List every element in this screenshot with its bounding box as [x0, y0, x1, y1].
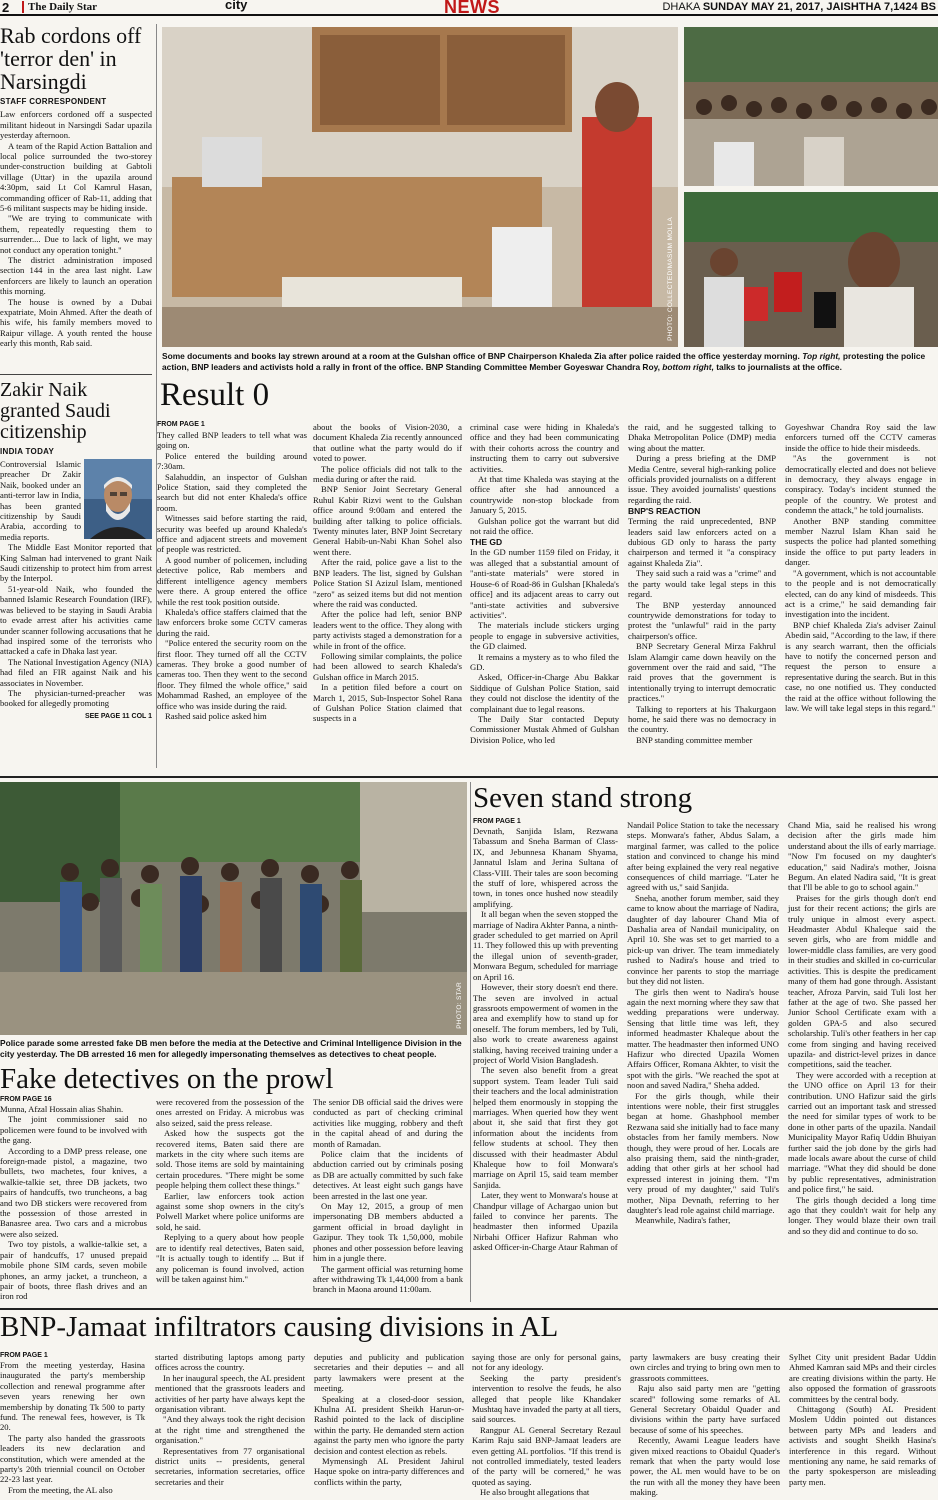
result-para: Witnesses said before starting the raid, security was beefed up around Khaleda's office and adjacent streets and movement of people was restricted. [157, 513, 307, 555]
caption-top-right: Top right, [802, 351, 841, 361]
fake-db-photo-caption: Police parade some arrested fake DB men before the media at the Detective and Criminal Intelligence Division in the city yesterday. The DB arrested 16 men for allegedly impersonating themselves as detectives to cheat people. [0, 1038, 462, 1059]
bnp-para: party lawmakers are busy creating their own circles and trying to bring own men to grassroots committees. [630, 1352, 780, 1383]
caption-part: Some documents and books lay strewn around at a room at the Gulshan office of BNP Chairperson Khaleda Zia after police raided the office yesterday morning. [162, 351, 800, 361]
office-photo-image [162, 27, 678, 347]
result-para: They said such a raid was a "crime" and the party would take legal steps in this regard. [628, 568, 776, 600]
seven-para: The seven also benefit from a great support system. Team leader Tuli said their teachers and the local administration helped them enormously in stopping the marriages. When queried how they went about it, she said that first they got information about the incidents from fellow students at school. They then discussed with their headmaster Abdul Khaleque how to foil Monwara's marriage on April 15, said team member Sanjida. [473, 1065, 618, 1190]
seven-para: Devnath, Sanjida Islam, Rezwana Tabassum and Sneha Barman of Class-IX, and Jebunnesa Khanam Shyama, Jannatul Islam and Jerina Sultana of Class-VIII. Their tales are soon becoming the stuff of lore, whispered across the town, in tones once hushed now steadily amplifying. [473, 826, 618, 909]
result-col-5 [785, 422, 936, 768]
fake-col-3 [313, 1097, 463, 1302]
rab-byline: STAFF CORRESPONDENT [0, 97, 107, 107]
zakir-para: The National Investigation Agency (NIA) had filed an FIR against Naik and his associates in November. [0, 656, 152, 688]
result-para: Khaleda's office staffers claimed that the law enforcers broke some CCTV cameras during the raid. [157, 606, 307, 638]
rally-photo-image [684, 27, 938, 186]
result-para: After the police had left, senior BNP leaders went to the office. They along with party activists staged a demonstration for a while in front of the office. [313, 609, 462, 651]
bnp-para: started distributing laptops among party offices across the country. [155, 1352, 305, 1373]
masthead: The Daily Star [22, 1, 97, 13]
result-para: "As the government is not democratically elected and does not believe in democracy, they always engage in conspiracy. Today's incident stunned the people of the country. We protest and condemn the attack," he told journalists. [785, 453, 936, 516]
fake-para: Asked how the suspects got the recovered items, Baten said there are markets in the city where such items are sold. Those items are sold by maintaining certain procedures. "There might be some people helping them collect these things." [156, 1128, 304, 1191]
seven-col-1 [473, 826, 618, 1302]
rab-headline[interactable]: Rab cordons off 'terror den' in Narsingdi [0, 23, 142, 95]
fake-para: On May 12, 2015, a group of men impersonating DB members abducted a garment official in broad daylight in Gazipur. They took Tk 1,50,000, mobile phones and other possession before leaving him in a jungle there. [313, 1201, 463, 1264]
seven-para: However, their story doesn't end there. The seven are involved in actual grassroots empowerment of women in the area and exemplify how to stand up for oneself. The forum members, led by Tuli, also work to create awareness against stalking, having received training under a project of World Vision Bangladesh. [473, 982, 618, 1065]
seven-para: It all began when the seven stopped the marriage of Nadira Akhter Panna, a ninth-grader scheduled to get married on April 11. They followed this up with preventing the illegal union of seventh-grader, Monwara Begum, scheduled for marriage on April 16. [473, 909, 618, 982]
rab-para: Law enforcers cordoned off a suspected militant hideout in Narsingdi Sadar upazila yesterday afternoon. [0, 109, 152, 141]
section-divider [0, 776, 938, 778]
office-photo [162, 27, 678, 347]
rab-para: The district administration imposed section 144 in the area last night. Law enforcers are likely to launch an operation this morning. [0, 254, 152, 297]
bnp-col-5 [630, 1352, 780, 1500]
result-para: The materials include stickers urging people to engage in subversive activities, the GD claimed. [470, 620, 619, 652]
result-para: It remains a mystery as to who filed the GD. [470, 651, 619, 672]
result-para: BNP chief Khaleda Zia's adviser Zainul Abedin said, "According to the law, if there is any search warrant, then the officials have to notify the concerned person and request the person to ensure a representative during the search. But in this case, no one notified us. They conducted the raid at the office without following the law. We will take legal steps in this regard." [785, 619, 936, 713]
fake-para: The senior DB official said the drives were conducted as part of checking criminal activities like mugging, robbery and theft in the capital ahead of and during the month of Ramadan. [313, 1097, 463, 1149]
result-para: The BNP yesterday announced countrywide demonstrations for today to protest the "unlawful" raid in the party chairperson's office. [628, 599, 776, 641]
bnp-para: Recently, Awami League leaders have given mixed reactions to Obaidul Quader's remark that when the party would lose power, the AL men would have to be on the run with all the money they have been making. [630, 1435, 780, 1498]
bnp-col-4 [472, 1352, 621, 1500]
result-para: Following similar complaints, the police had been allowed to search Khaleda's Gulshan office in March 2015. [313, 650, 462, 682]
dateline-date: SUNDAY MAY 21, 2017, JAISHTHA 7,1424 BS [702, 1, 936, 13]
result-para: BNP standing committee member [636, 734, 753, 745]
seven-col-3 [788, 820, 936, 1302]
zakir-para: The physician-turned-preacher was booked for allegedly promoting [0, 687, 152, 709]
result-para: the raid, and he suggested talking to Dhaka Metropolitan Police (DMP) media wing about the matter. [628, 422, 776, 453]
seven-col-2 [627, 820, 779, 1302]
fake-col-1 [0, 1104, 147, 1302]
zakir-para: 51-year-old Naik, who founded the banned Islamic Research Foundation (IRF), was believed to be staying in Saudi Arabia to evade arrest after his activities came under scanner following accusations that he had inspired some of the terrorists who attacked a cafe in Dhaka last year. [0, 583, 152, 657]
result-para: They called BNP leaders to tell what was going on. [157, 430, 307, 451]
fake-para: Munna, Afzal Hossain alias Shahin. [0, 1104, 124, 1114]
zakir-headline[interactable]: Zakir Naik granted Saudi citizenship [0, 379, 111, 443]
bnp-para: deputies and publicity and publication secretaries and their deputies -- and all party lawmakers were present at the meeting. [314, 1352, 464, 1394]
bnp-para: Speaking at a closed-door session, Khulna AL president Sheikh Harun-or-Rashid pointed to the lack of discipline within the party. He demanded stern action against the party men who ignore the party decision and contest election as rebels. [314, 1393, 464, 1456]
result-para: Rashed said police asked him [165, 710, 267, 721]
result-para: criminal case were hiding in Khaleda's office and they had been communicating with their cohorts across the country and instructing them to carry out subversive activities. [470, 422, 619, 474]
result-from-page: FROM PAGE 1 [157, 421, 205, 428]
caption-bottom-right: bottom right, [662, 361, 714, 372]
bnp-para: saying those are only for personal gains, not for any ideology. [472, 1352, 621, 1373]
bnp-para: From the meeting, the AL also [8, 1484, 113, 1495]
rab-para: "We are trying to communicate with them, repeatedly requesting them to surrender.... Due to lack of light, we may not conduct any operation tonight." [0, 213, 152, 255]
result-col-1 [157, 430, 307, 768]
bnp-para: Mymensingh AL President Jahirul Haque spoke on intra-party differences and conflicts within the party, [314, 1456, 464, 1487]
result-col-3 [470, 422, 619, 768]
bnp-para: From the meeting yesterday, Hasina inaugurated the party's membership collection and renewal programme after seven years renewing her own membership by donating Tk 500 to party fund. The renewal fees, however, is Tk 20. [0, 1360, 145, 1433]
seven-para: Praises for the girls though don't end just for their recent actions; the girls are truly unique in almost every aspect. Headmaster Abdul Khaleque said the seven girls, who are from middle and lower-middle class families, are very good in their studies and skilled in co-curricular activities. This is despite the predicament many of them had gone through. Assistant teacher, Afroza Parvin, said Tuli lost her father at the age of two. She passed her Junior School Certificate exam with a golden GPA-5 and also secured scholarship. Tuli's other feathers in her cap come from singing and having received upazila- and district-level prizes in dance competitions, said the teacher. [788, 892, 936, 1070]
bnp-para: Seeking the party president's intervention to resolve the feuds, he also alleged that people like Khandaker Mushtaq have invaded the party at all tiers, said sources. [472, 1372, 621, 1425]
result-para: "Police entered the security room on the first floor. They turned off all the CCTV cameras. They broke a good number of cameras too. Then they went to the second floor. They filmed the whole office," said Mohammad Rashed, an employee of the office who was inside during the raid. [157, 638, 307, 711]
result-headline[interactable]: Result 0 [160, 377, 270, 413]
fake-db-photo-image [0, 782, 467, 1035]
fake-para: The joint commissioner said no policemen were found to be involved with the gang. [0, 1114, 147, 1146]
fake-para: were recovered from the possession of the ones arrested on Friday. A microbus was also seized, said the press release. [156, 1097, 304, 1128]
bnp-col-3 [314, 1352, 464, 1500]
result-para: BNP Secretary General Mirza Fakhrul Islam Alamgir came down heavily on the government over the raid and said, "The raid proves that the government is intentionally trying to interrupt democratic practices." [628, 641, 776, 704]
bnp-para: In her inaugural speech, the AL president mentioned that the grassroots leaders and activities of her party have always kept the organisation vibrant. [155, 1372, 305, 1415]
result-para: A good number of policemen, including detective police, Rab members and different intelligence agency members were there. A group entered the office while the rest took position outside. [157, 554, 307, 607]
bnp-from-page: FROM PAGE 1 [0, 1352, 48, 1359]
bnp-col-2 [155, 1352, 305, 1500]
caption-part: protesting the police action, BNP leaders and activists hold a rally in front of the office. BNP Standing Committee Member Goyeswar Chandra Roy, [162, 351, 926, 372]
result-col-2 [313, 422, 462, 768]
seven-para: Meanwhile, Nadira's father, [635, 1215, 731, 1226]
fake-col-2 [156, 1097, 304, 1302]
bnp-para: Representatives from 77 organisational district units -- presidents, general secretaries, information secretaries, office secretaries and their [155, 1445, 305, 1487]
page-number: 2 [2, 0, 10, 15]
seven-para: For the girls though, while their intentions were noble, their first struggles began at home. Ghashphool member Rezwana said she initially had to face many obstacles from her family members. Now though, they were proud of her. Locals are also praising them, said the ninth-grader, adding that other girls at her school had expressed interest in joining them. "I'm very proud of my daughter," said Tuli's mother, Nipa Devnath, referring to her daughter's lead role against child marriage. [627, 1090, 779, 1216]
zakir-continued[interactable]: SEE PAGE 11 COL 1 [84, 713, 152, 720]
zakir-portrait [84, 459, 152, 539]
fake-db-photo [0, 782, 467, 1035]
result-para: Goyeshwar Chandra Roy said the law enforcers turned off the CCTV cameras inside the office to hide their misdeeds. [785, 422, 936, 453]
result-para: BNP Senior Joint Secretary General Ruhul Kabir Rizvi went to the Gulshan office around 9:00am and entered the building after talking to police officials. Twenty minutes later, BNP Joint Secretary General Habib-un-Nabi Khan Sohel also went there. [313, 484, 462, 557]
result-subhead-reaction: BNP'S REACTION [628, 506, 701, 517]
bnp-col-6 [789, 1352, 936, 1500]
result-para: Another BNP standing committee member Nazrul Islam Khan said he suspects the police had planted something inside the office to put party leaders in danger. [785, 515, 936, 568]
rally-photo [684, 27, 938, 186]
fake-headline[interactable]: Fake detectives on the prowl [0, 1063, 334, 1095]
result-para: Salahuddin, an inspector of Gulshan Police Station, said they completed the search but did not enter Khaleda's office room. [157, 471, 307, 513]
result-para: Police entered the building around 7:30am. [157, 450, 307, 472]
section-label: city [225, 0, 248, 12]
seven-para: They were accorded with a reception at the UNO office on April 13 for their contribution. UNO Hafizur said the girls carried out an important task and stressed the need for similar types of work to be done in other parts of the upazila. Nandail Municipality Mayor Rafiq Uddin Bhuiyan further said the job done by the girls had made locals aware about the curse of child marriage. "What they did should be done by public representatives, administration and police first," he said. [788, 1069, 936, 1195]
seven-para: Nandail Police Station to take the necessary steps. Monwara's father, Abdus Salam, a marginal farmer, was called to the police station and convinced to change his mind after being explained the very real negative consequences of child marriage. "Later he agreed with us," said Sanjida. [627, 820, 779, 893]
fake-para: Replying to a query about how people are to identify real detectives, Baten said, "It is actually tough to identify ... But if any policeman is found involved, action will be taken against him." [156, 1232, 304, 1284]
fake-para: Police claim that the incidents of abduction carried out by criminals posing as DB are actually committed by such fake detectives. At least eight such gangs have been arrested in the last one year. [313, 1149, 463, 1201]
dateline-city: DHAKA [662, 1, 700, 13]
dateline [662, 1, 936, 13]
result-col-4 [628, 422, 776, 768]
column-rule [470, 782, 471, 1302]
caption-part: talks to journalists at the office. [713, 361, 842, 372]
result-para: Talking to reporters at his Thakurgaon home, he said there was no democracy in the country. [628, 703, 776, 735]
fake-db-photo-credit: PHOTO: STAR [456, 982, 463, 1029]
result-para: After the raid, police gave a list to the BNP leaders. The list, signed by Gulshan Police Station SI Azizul Islam, mentioned "zero" as seized items but did not mention where the raid was conducted. [313, 557, 462, 609]
bnp-para: "And they always took the right decision at the right time and strengthened the organisation." [155, 1414, 305, 1446]
bnp-headline[interactable]: BNP-Jamaat infiltrators causing divisions in AL [0, 1311, 559, 1343]
fake-para: Earlier, law enforcers took action against some shop owners in the city's Polwell Market where police uniforms are sold, he said. [156, 1190, 304, 1232]
page-header [0, 0, 938, 16]
zakir-para: Controversial Islamic preacher Dr Zakir Naik, booked under an anti-terror law in India, has been granted citizenship by Saudi Arabia, according to media reports. [0, 459, 81, 542]
rab-para: A team of the Rapid Action Battalion and local police surrounded the two-storey under-construction building at Gabtoli village (Uttar) in the upazila around 4:30pm, said Lt Col Kamrul Hasan, commanding officer of Rab-11, adding that 5-6 militant suspects may be hiding inside. [0, 140, 152, 213]
bnp-para: Rangpur AL General Secretary Rezaul Karim Raju said BNP-Jamaat leaders are even getting AL portfolios. "If this trend is not controlled immediately, tested leaders of the party will be cornered," he was quoted as saying. [472, 1424, 621, 1487]
result-para: Terming the raid unprecedented, BNP leaders said law enforcers acted on a dubious GD only to harass the party chairperson and termed it "a conspiracy against Khaleda Zia". [628, 516, 776, 568]
zakir-para: The Middle East Monitor reported that King Salman had intervened to grant Naik Saudi citizenship to protect him from arrest by the Interpol. [0, 542, 152, 584]
result-para: Asked, Officer-in-Charge Abu Bakkar Siddique of Gulshan Police Station, said they could not disclose the identity of the complainant due to legal reasons. [470, 672, 619, 714]
fake-para: According to a DMP press release, one foreign-made pistol, a magazine, two bullets, two machetes, four knives, a walkie-talkie set, three DB jackets, two pairs of handcuffs, two truncheons, a bag and two DB stickers were recovered from the possession of those arrested in Banasree area. Two cars and a microbus were also seized. [0, 1145, 147, 1239]
result-para: Gulshan police got the warrant but did not raid the office. [470, 515, 619, 537]
seven-para: Chand Mia, said he realised his wrong decision after the girls made him understand about the ills of early marriage. "Now I'm focused on my daughter's education," said Nadira's mother, Joisna Begum. An elated Nadira said, "It is great that I'll be able to go to school again." [788, 820, 936, 893]
fake-from-page: FROM PAGE 16 [0, 1096, 52, 1103]
seven-from-page: FROM PAGE 1 [473, 818, 521, 825]
rab-body [0, 109, 152, 365]
rab-story [0, 24, 152, 365]
result-para: about the books of Vision-2030, a document Khaleda Zia recently announced that outline what the party would do if voted to power. [313, 422, 462, 464]
result-para: During a press briefing at the DMP Media Centre, several high-ranking police officials provided journalists on a different issue. They avoided journalists' questions regarding the raid. [628, 453, 776, 505]
seven-para: The girls then went to Nadira's house again the next morning where they saw that wedding preparations were underway. Sensing that little time was left, they informed headmaster Khaleque about the matter. The headmaster then informed UNO Hafizur who directed Upazila Women Affairs Officer, Romana Akhter, to visit the spot with the girls. "We reached the spot at noon and saved Nadira," Sheha added. [627, 986, 779, 1091]
zakir-story [0, 380, 152, 720]
seven-para: The girls though decided a long time ago that they couldn't wait for help any longer. They would blaze their own trail and so they did and continue to do so. [788, 1194, 936, 1236]
result-para: At that time Khaleda was staying at the office after she had announced a countrywide non-stop blockade from January 5, 2015. [470, 474, 619, 516]
fake-para: Two toy pistols, a walkie-talkie set, a pair of handcuffs, 17 unused prepaid mobile phone SIM cards, seven mobile phones, an army jacket, a truncheon, a pair of boots, three flash drives and an iron rod [0, 1239, 147, 1302]
seven-para: Sneha, another forum member, said they came to know about the marriage of Nadira, daughter of day labourer Chand Mia of Dashalia area of Nandail municipality, on April 10. She was set to get married to a pick-up van driver. The team immediately rushed to Nadira's house and tried to convince her parents to stop the marriage but they did not listen. [627, 892, 779, 987]
seven-headline[interactable]: Seven stand strong [473, 782, 693, 814]
top-photo-caption [162, 351, 938, 372]
category-label: NEWS [444, 0, 500, 17]
bnp-col-1 [0, 1360, 145, 1500]
result-para: In a petition filed before a court on March 1, 2015, Sub-Inspector Sohel Rana of Gulshan Police Station claimed that suspects in a [313, 682, 462, 724]
bnp-para: He also brought allegations that [480, 1487, 590, 1498]
result-para: The police officials did not talk to the media during or after the raid. [313, 463, 462, 485]
rab-para: The house is owned by a Dubai expatriate, Moin Ahmed. After the death of his wife, his family members moved to Raipur village. A youth rented the house early this month, Rab said. [0, 296, 152, 349]
fake-para: The garment official was returning home after withdrawing Tk 1,44,000 from a bank branch in Maona around 11:00am. [313, 1263, 463, 1295]
section-divider [0, 1308, 938, 1310]
roy-photo [684, 192, 938, 347]
zakir-body-wrap [0, 459, 152, 713]
bnp-para: Raju also said party men are "getting scared" following some remarks of AL General Secretary Obaidul Quader and divisions within the party have surfaced because of some of his speeches. [630, 1383, 780, 1435]
result-subhead-gd: THE GD [470, 537, 503, 548]
result-para: "A government, which is not accountable to the people and is not democratically elected, can do any kind of misdeeds. This act is a crime," he said demanding fair investigation into the incident. [785, 567, 936, 620]
zakir-byline: INDIA TODAY [0, 447, 55, 456]
bnp-para: Chittagong (South) AL President Moslem Uddin pointed out distances between party MPs and leaders and activists and sought Sheikh Hasina's interference in this regard. Without mentioning any name, he said remarks of the party spokesperson are misleading party men. [789, 1404, 936, 1487]
roy-photo-image [684, 192, 938, 347]
result-para: In the GD number 1159 filed on Friday, it was alleged that a substantial amount of "anti-state materials" were stored in House-6 of Road-86 in Gulshan [Khaleda's office] and its adjacent areas to carry out "anti-state activities and subversive activities". [470, 547, 619, 620]
bnp-para: Sylhet City unit president Badar Uddin Ahmed Kamran said MPs and their circles are creating divisions within the party. He also opposed the formation of grassroots committees by the central body. [789, 1352, 936, 1404]
divider [0, 374, 152, 375]
seven-para: Later, they went to Monwara's house at Chandpur village of Achargao union but failed to convince her parents. The headmaster then informed Upazila Nirbahi Officer Hafizur Rahman who asked Officer-in-Charge Ataur Rahman of [473, 1190, 618, 1253]
result-para: The Daily Star contacted Deputy Commissioner Mustak Ahmed of Gulshan Division Police, who led [470, 713, 619, 745]
bnp-para: The party also handed the grassroots leaders its new declaration and constitution, which were amended at the party's 20th triennial council on October 22-23 last year. [0, 1432, 145, 1485]
office-photo-credit: PHOTO: COLLECTED/MASUM MOLLA [667, 217, 674, 341]
